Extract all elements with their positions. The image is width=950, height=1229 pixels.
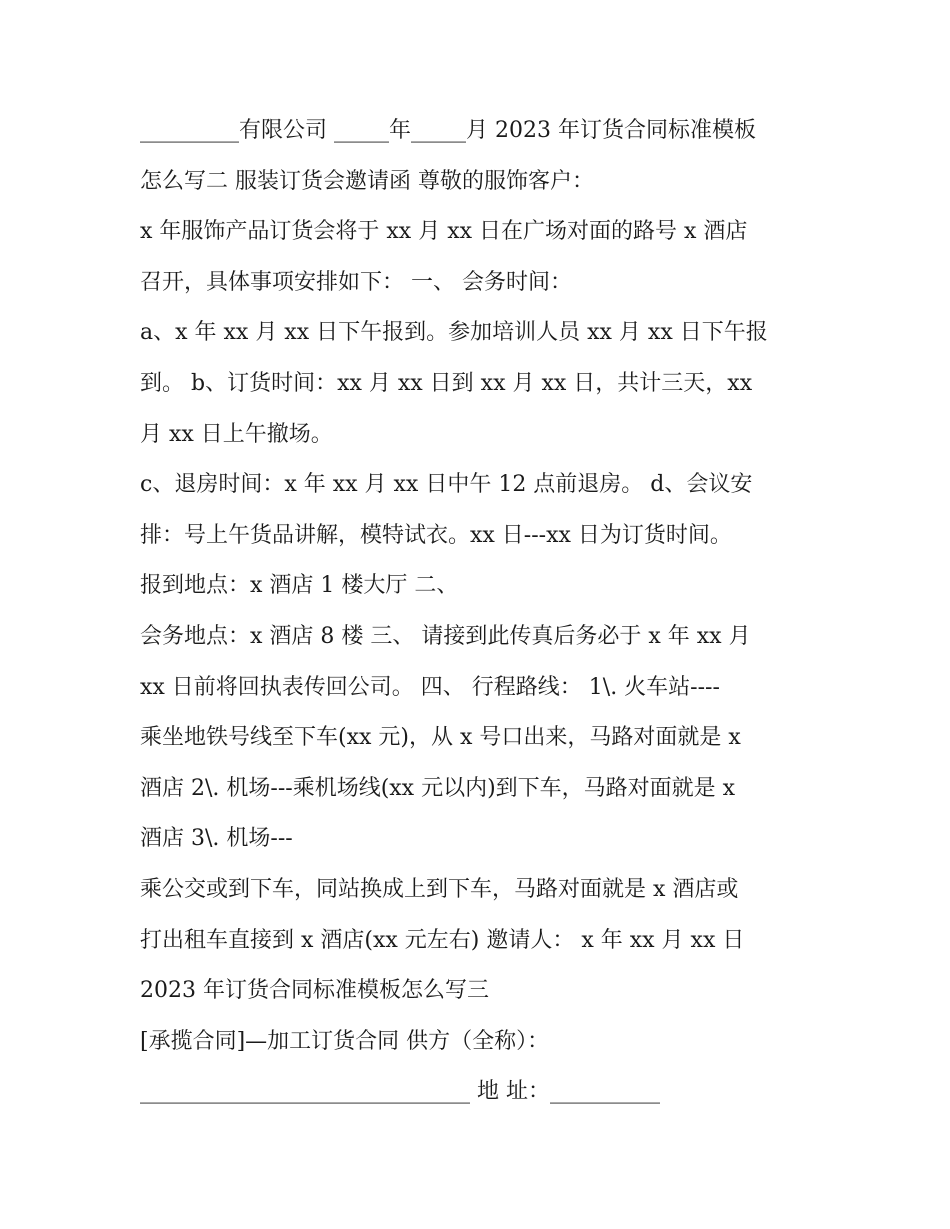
text-line: 乘公交或到下车，同站换成上到下车，马路对面就是 x 酒店或 (140, 876, 739, 902)
text-line: _________有限公司 _____年_____月 2023 年订货合同标准模板 (140, 118, 756, 143)
text-line: 报到地点：x 酒店 1 楼大厅 二、 (140, 573, 459, 599)
text-line: x 年服饰产品订货会将于 xx 月 xx 日在广场对面的路号 x 酒店 (140, 219, 748, 245)
text-line: 酒店 3\. 机场--- (140, 826, 293, 852)
document-body (140, 106, 820, 1118)
text-line: 会务地点：x 酒店 8 楼 三、 请接到此传真后务必于 x 年 xx 月 (140, 623, 751, 649)
text-line: 乘坐地铁号线至下车(xx 元)，从 x 号口出来，马路对面就是 x (140, 725, 741, 751)
text-line: a、x 年 xx 月 xx 日下午报到。参加培训人员 xx 月 xx 日下午报 (140, 320, 768, 346)
text-line: 打出租车直接到 x 酒店(xx 元左右) 邀请人： x 年 xx 月 xx 日 (140, 927, 745, 953)
text-line: 到。 b、订货时间：xx 月 xx 日到 xx 月 xx 日，共计三天，xx (140, 370, 753, 396)
text-line: xx 日前将回执表传回公司。 四、 行程路线： 1\. 火车站---- (140, 674, 720, 700)
text-line: c、退房时间：x 年 xx 月 xx 日中午 12 点前退房。 d、会议安 (140, 472, 753, 498)
text-line: 排：号上午货品讲解，模特试衣。xx 日---xx 日为订货时间。 (140, 522, 732, 548)
text-line: [承揽合同]—加工订货合同 供方（全称）： (140, 1028, 550, 1054)
text-line: 2023 年订货合同标准模板怎么写三 (140, 978, 489, 1004)
text-line: ______________________________ 地 址：__________ (140, 1079, 660, 1105)
text-line: 月 xx 日上午撤场。 (140, 421, 333, 447)
text-line: 召开，具体事项安排如下： 一、 会务时间： (140, 269, 572, 295)
text-line: 怎么写二 服装订货会邀请函 尊敬的服饰客户： (140, 168, 594, 194)
text-line: 酒店 2\. 机场---乘机场线(xx 元以内)到下车，马路对面就是 x (140, 775, 736, 801)
